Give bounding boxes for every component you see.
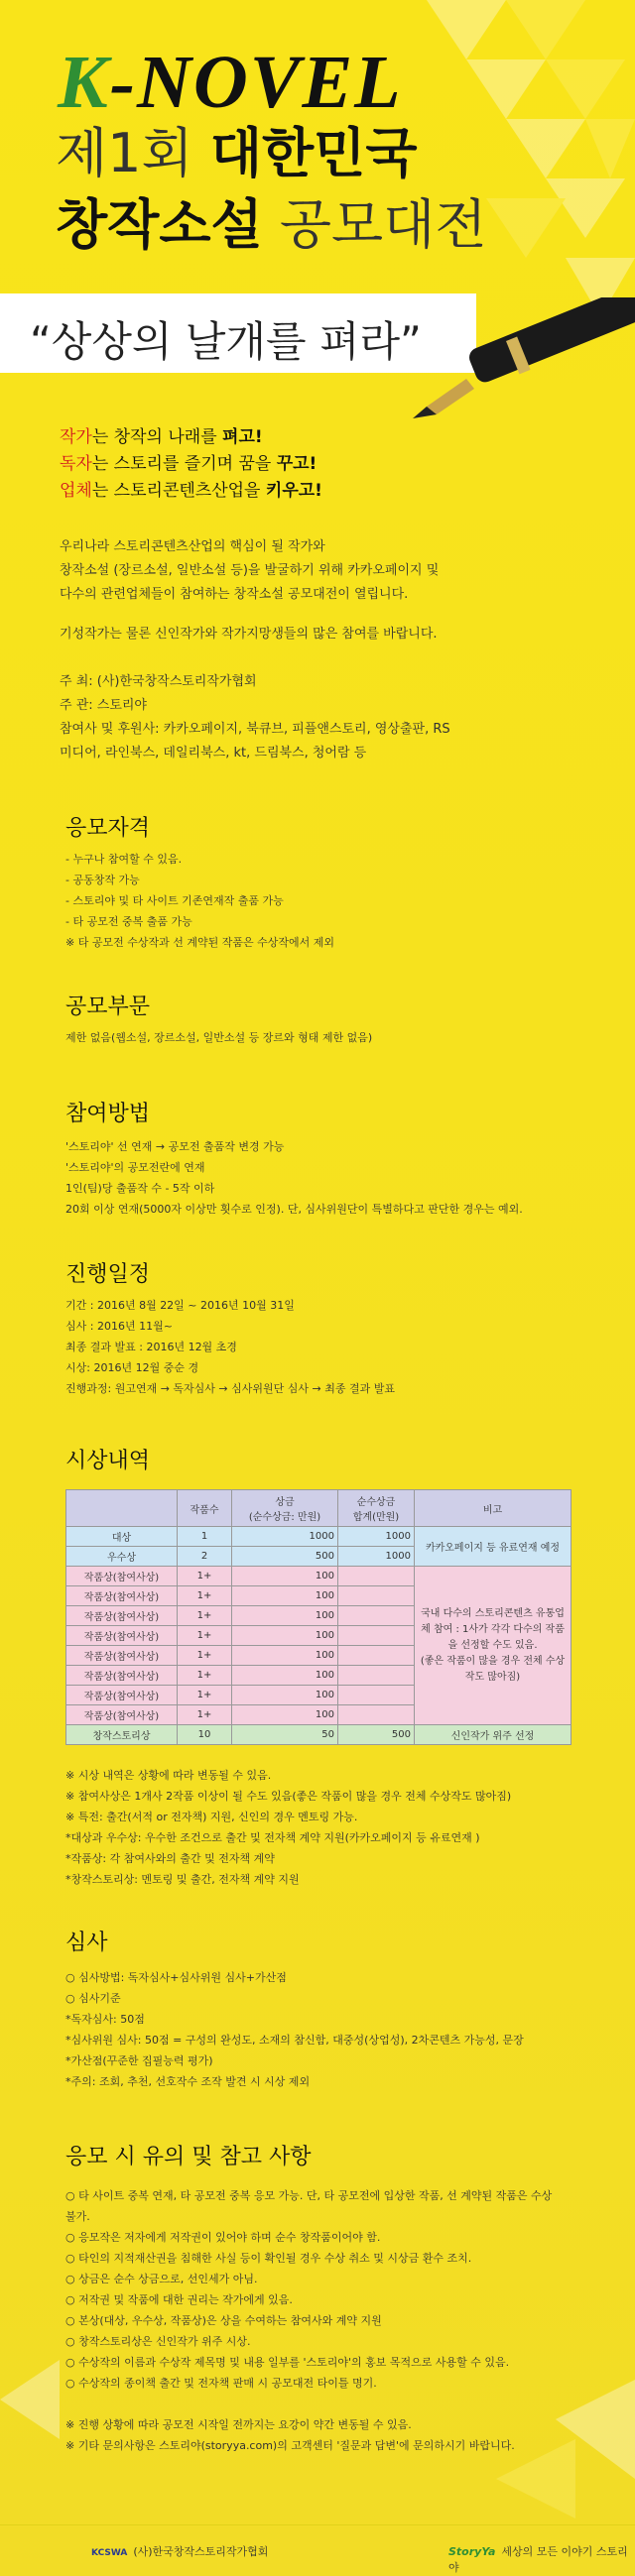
footer-association: KCSWA (사)한국창작스토리작가협회 xyxy=(91,2545,269,2558)
table-row: 작품상(참여사상) 1+ 100 xyxy=(66,1606,572,1626)
table-row: 우수상 2 500 1000 xyxy=(66,1547,572,1567)
intro-line: 작가는 창작의 나래를 펴고! xyxy=(60,427,263,447)
organizers: 주 최: (사)한국창작스토리작가협회 주 관: 스토리야 참여사 및 후원사: 카카오페이지, 북큐브, 피플앤스토리, 영상출판, RS 미디어, 라인북스, 데일리북스, kt, 드림북스, 청어람 등 xyxy=(60,674,450,761)
method-list: '스토리야' 선 연재 → 공모전 출품작 변경 가능 '스토리야'의 공모전란에 연재 1인(팀)당 출품작 수 - 5작 이하 20회 이상 연재(5000자 이상만 횟수로 인정). 단, 심사위원단이 특별하다고 판단한 경우는 예외. xyxy=(65,1140,523,1216)
table-row: 작품상(참여사상) 1+ 100 xyxy=(66,1705,572,1725)
awards-note-top: 카카오페이지 등 유료연재 예정 xyxy=(415,1527,572,1567)
eligibility-list: - 누구나 참여할 수 있음. - 공동창작 가능 - 스토리야 및 타 사이트 기존연재작 출품 가능 - 타 공모전 중복 출품 가능 ※ 타 공모전 수상작과 선 계약된 작품은 수상작에서 제외 xyxy=(65,853,334,949)
notice-list: ○ 타 사이트 중복 연재, 타 공모전 중복 응모 가능. 단, 타 공모전에 입상한 작품, 선 계약된 작품은 수상 불가. ○ 응모작은 저자에게 저작권이 있어야 하며 순수 창작품이어야 함. ○ 타인의 지적재산권을 침해한 사실 등이 확인될 경우 수상 취소 및 시상금 환수 조치. ○ 상금은 순수 상금으로, 선인세가 아님. ○ 저작권 및 작품에 대한 권리는 작가에게 있음. ○ 본상(대상, 우수상, 작품상)은 상을 수여하는 참여사와 계약 지원 ○ 창작스토리상은 신인작가 위주 시상. ○ 수상작의 이름과 수상작 제목명 및 내용 일부를 '스토리야'의 홍보 목적으로 사용할 수 있음. ○ 수상작의 종이책 출간 및 전자책 판매 시 공모대전 타이틀 명기. ※ 진행 상황에 따라 공모전 시작일 전까지는 요강이 약간 변동될 수 있음. ※ 기타 문의사항은 스토리야(storyya.com)의 고객센터 '질문과 답변'에 문의하시기 바랍니다. xyxy=(65,2189,553,2452)
title-strong-1: 대한민국 xyxy=(209,122,418,184)
section-title-method: 참여방법 xyxy=(65,1102,151,1126)
k-novel-logo: K-NOVEL xyxy=(58,41,403,124)
awards-notes: ※ 시상 내역은 상황에 따라 변동될 수 있음. ※ 참여사상은 1개사 2작품 이상이 될 수도 있음(좋은 작품이 많을 경우 전체 수상작도 많아짐) ※ 특전: 출간(서적 or 전자책) 지원, 신인의 경우 멘토링 가능. *대상과 우수상: 우수한 조건으로 출간 및 전자책 계약 지원(카카오페이지 등 유료연재 ) *작품상: 각 참여사와의 출간 및 전자책 계약 *창작스토리상: 멘토링 및 출간, 전자책 계약 지원 xyxy=(65,1769,512,1886)
title-line-2 xyxy=(56,193,487,256)
slogan: “상상의 날개를 펴라” xyxy=(30,317,422,366)
judging-list: ○ 심사방법: 독자심사+심사위원 심사+가산점 ○ 심사기준 *독자심사: 50점 *심사위원 심사: 50점 = 구성의 완성도, 소재의 참신함, 대중성(상업성), 2차콘텐츠 가능성, 문장 *가산점(꾸준한 집필능력 평가) *주의: 조회, 추천, 선호작수 조작 발견 시 시상 제외 xyxy=(65,1971,524,2088)
table-row: 작품상(참여사상) 1+ 100 xyxy=(66,1646,572,1666)
footer-storyya[interactable]: StoryYa 세상의 모든 이야기 스토리야 xyxy=(448,2545,628,2574)
section-title-schedule: 진행일정 xyxy=(65,1262,151,1287)
table-row: 작품상(참여사상) 1+ 100 xyxy=(66,1686,572,1705)
footer xyxy=(0,2524,635,2576)
table-row: 작품상(참여사상) 1+ 100 xyxy=(66,1586,572,1606)
intro-line: 업체는 스토리콘텐츠산업을 키우고! xyxy=(60,481,322,501)
awards-note-mid: 국내 다수의 스토리콘텐츠 유통업체 참여 : 1사가 각각 다수의 작품을 선정할 수도 있음. (좋은 작품이 많을 경우 전체 수상작도 많아짐) xyxy=(415,1567,572,1725)
section-title-awards: 시상내역 xyxy=(65,1449,151,1473)
intro-slogans xyxy=(60,424,322,505)
title-line-1 xyxy=(56,122,418,184)
section-title-judging: 심사 xyxy=(65,1931,108,1955)
awards-table xyxy=(65,1489,572,1745)
category-list: 제한 없음(웹소설, 장르소설, 일반소설 등 장르와 형태 제한 없음) xyxy=(65,1031,373,1044)
section-title-eligibility: 응모자격 xyxy=(65,816,151,841)
section-title-notice: 응모 시 유의 및 참고 사항 xyxy=(65,2145,312,2169)
table-row: 작품상(참여사상) 1+ 100 xyxy=(66,1626,572,1646)
fountain-pen-icon xyxy=(397,297,635,436)
description: 우리나라 스토리콘텐츠산업의 핵심이 될 작가와 창작소설 (장르소설, 일반소설 등)을 발굴하기 위해 카카오페이지 및 다수의 관련업체들이 참여하는 창작소설 공모대전이 열립니다. xyxy=(60,539,440,602)
schedule-list: 기간 : 2016년 8월 22일 ~ 2016년 10월 31일 심사 : 2016년 11월~ 최종 결과 발표 : 2016년 12월 초경 시상: 2016년 12월 중순 경 진행과정: 원고연재 → 독자심사 → 심사위원단 심사 → 최종 결과 발표 xyxy=(65,1299,395,1395)
association-logo: KCSWA xyxy=(91,2548,128,2558)
table-row: 작품상(참여사상) 1+ 100 xyxy=(66,1666,572,1686)
title-strong-2: 창작소설 xyxy=(56,193,263,256)
table-row: 대상 1 1000 1000 카카오페이지 등 유료연재 예정 xyxy=(66,1527,572,1547)
logo-text: -NOVEL xyxy=(109,41,403,124)
table-row: 창작스토리상 10 50 500 신인작가 위주 선정 xyxy=(66,1725,572,1745)
awards-note-bottom: 신인작가 위주 선정 xyxy=(415,1725,572,1745)
table-header-row: 작품수 상금 (순수상금: 만원) 순수상금 합계(만원) 비고 xyxy=(66,1490,572,1527)
section-title-category: 공모부문 xyxy=(65,995,151,1019)
intro-line: 독자는 스토리를 즐기며 꿈을 꾸고! xyxy=(60,454,318,474)
storyya-logo: StoryYa xyxy=(448,2545,496,2558)
title-prefix: 제1회 xyxy=(56,122,193,184)
table-row: 작품상(참여사상) 1+ 100 국내 다수의 스토리콘텐츠 유통업체 참여 : 1사가 각각 다수의 작품을 선정할 수도 있음. (좋은 작품이 많을 경우 전체 수상작도 많아짐) xyxy=(66,1567,572,1586)
title-suffix: 공모대전 xyxy=(279,193,487,256)
header xyxy=(0,0,635,397)
invitation: 기성작가는 물론 신인작가와 작가지망생들의 많은 참여를 바랍니다. xyxy=(60,627,438,642)
